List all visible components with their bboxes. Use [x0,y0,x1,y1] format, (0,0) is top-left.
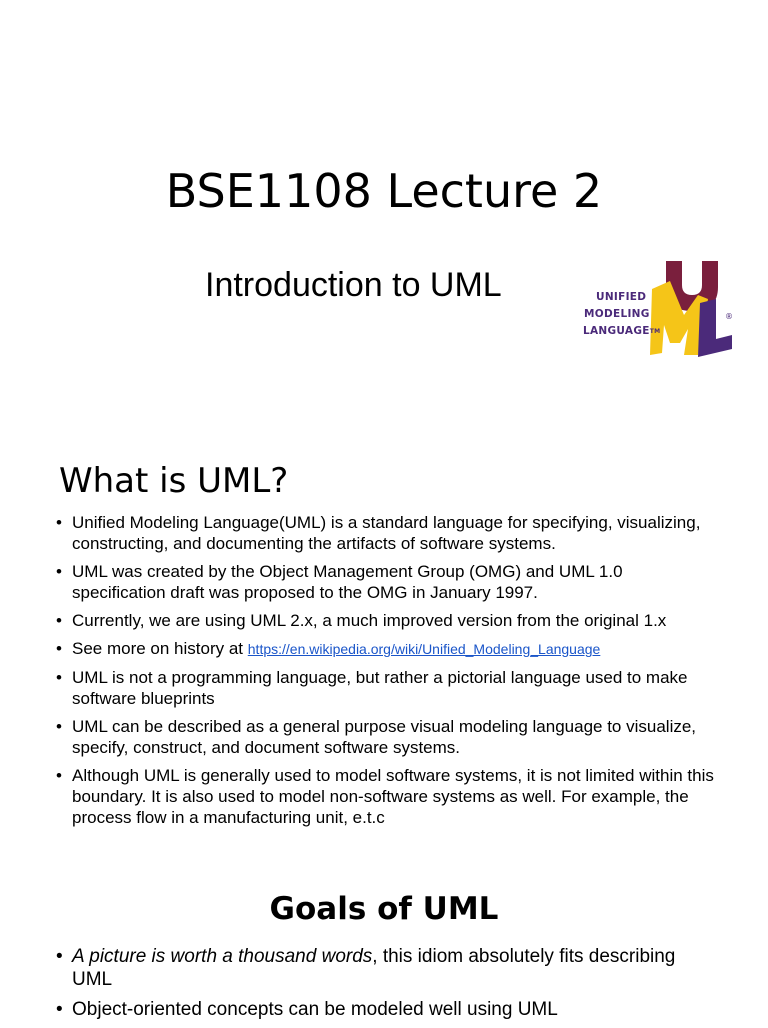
slide-title: BSE1108 Lecture 2 [165,164,603,218]
uml-letter-l [698,299,732,357]
history-prefix: See more on history at [72,639,248,658]
list-item: • Although UML is generally used to model software systems, it is not limited within this boundary. It is also used to model non-software systems as well. For example, the process flow in a manufacturing unit, e.t.c [56,765,716,828]
goals-list [56,945,716,1028]
list-item: • UML was created by the Object Management Group (OMG) and UML 1.0 specification draft was proposed to the OMG in January 1997. [56,561,716,603]
list-item: • Object-oriented concepts can be modeled well using UML [56,998,716,1021]
uml-definition-list [56,512,716,835]
list-item: • UML can be described as a general purpose visual modeling language to visualize, specify, construct, and document software systems. [56,716,716,758]
logo-line-language [583,323,660,340]
logo-tm: TM [649,328,661,335]
idiom-text: A picture is worth a thousand words [72,946,373,967]
slide-subtitle: Introduction to UML [205,266,502,304]
list-item [56,945,716,991]
section-heading-what-is-uml: What is UML? [59,461,289,501]
uml-logo [580,255,736,361]
list-item: • UML is not a programming language, but rather a pictorial language used to make software blueprints [56,667,716,709]
list-item: • Currently, we are using UML 2.x, a much improved version from the original 1.x [56,610,716,631]
list-item: • Unified Modeling Language(UML) is a standard language for specifying, visualizing, constructing, and documenting the artifacts of software systems. [56,512,716,554]
logo-line-language-text: LANGUAGE [583,325,650,337]
goal-rest-text: , this idiom absolutely fits describing UML [72,946,676,990]
registered-mark: ® [725,312,733,321]
list-item-history [56,638,716,660]
uml-logo-wordmark [583,289,660,340]
logo-line-unified: UNIFIED [596,291,647,303]
wikipedia-link[interactable]: https://en.wikipedia.org/wiki/Unified_Modeling_Language [247,641,601,657]
logo-line-modeling: MODELING [584,308,650,320]
section-heading-goals: Goals of UML [269,891,499,927]
